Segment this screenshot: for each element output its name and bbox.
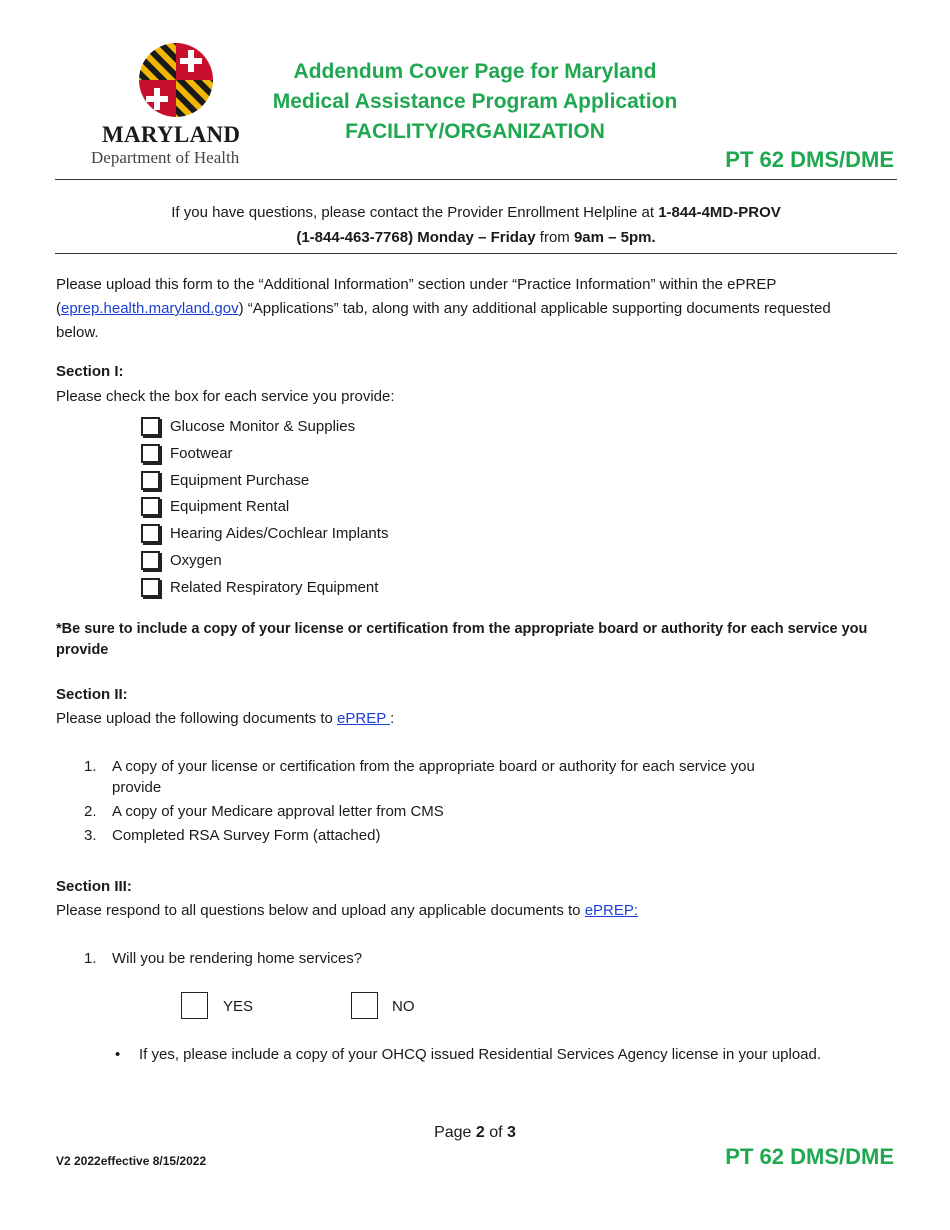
no-checkbox[interactable] [351,992,378,1019]
page-current: 2 [475,1124,485,1141]
logo-name: MARYLAND [102,122,241,147]
no-label: NO [392,998,415,1015]
checkbox-icon[interactable] [141,551,160,570]
yes-checkbox[interactable] [181,992,208,1019]
checkbox-icon[interactable] [141,444,160,463]
section-3-heading: Section III: [56,878,132,895]
service-checkbox-equipment-rental[interactable] [141,495,289,517]
checkbox-icon[interactable] [141,578,160,597]
form-code-footer: PT 62 DMS/DME [725,1144,894,1169]
contact-prefix: If you have questions, please contact the Provider Enrollment Helpline at [171,204,659,221]
bullet-icon: • [115,1046,121,1063]
doc-item-1-number: 1. [84,758,97,775]
intro-line-2 [56,300,831,317]
version-label: V2 2022effective 8/15/2022 [56,1154,207,1168]
section-3-instruction-text: Please respond to all questions below and upload any applicable documents to [56,902,585,919]
doc-item-1-line-1: A copy of your license or certification from the appropriate board or authority for each service you [112,758,755,775]
page-total: 3 [507,1124,516,1141]
title-line-2: Medical Assistance Program Application [272,90,678,113]
section-2-instruction-text: Please upload the following documents to [56,710,338,727]
service-label: Equipment Purchase [170,471,310,489]
doc-item-1-line-2: provide [112,779,162,796]
doc-item-3-line-1: Completed RSA Survey Form (attached) [112,827,381,844]
contact-line-1 [55,204,897,221]
intro-line-2-rest: ) “Applications” tab, along with any additional applicable supporting documents requested [238,300,831,317]
contact-line-2 [55,229,897,246]
question-1-text: Will you be rendering home services? [112,950,363,967]
section-2-heading: Section II: [56,686,128,703]
service-checkbox-hearing-aides[interactable] [141,522,388,544]
service-checkbox-glucose[interactable] [141,415,355,437]
title-line-3: FACILITY/ORGANIZATION [345,120,605,143]
intro-line-3: below. [56,324,99,341]
service-label: Hearing Aides/Cochlear Implants [170,524,389,542]
contact-hours: 9am – 5pm. [573,229,656,246]
doc-item-3-number: 3. [84,827,97,844]
license-note-line-1: *Be sure to include a copy of your license or certification from the appropriate board or authority for each service you [56,621,868,637]
service-label: Oxygen [170,551,222,569]
section-3-instruction [56,902,638,919]
section-1-heading: Section I: [56,363,124,380]
service-label: Glucose Monitor & Supplies [170,417,356,435]
service-label: Footwear [170,444,233,462]
checkbox-icon[interactable] [141,497,160,516]
checkbox-icon[interactable] [141,471,160,490]
yes-label: YES [223,998,254,1015]
eprep-link-section-3[interactable]: ePREP: [584,902,639,919]
checkbox-icon[interactable] [141,417,160,436]
service-checkbox-equipment-purchase[interactable] [141,469,309,491]
page-prefix: Page [434,1124,476,1141]
page-number [380,1124,570,1142]
question-1-number: 1. [84,950,97,967]
contact-divider [55,253,897,254]
section-2-colon: : [390,710,395,727]
contact-from: from [535,229,574,246]
helpline-number: 1-844-4MD-PROV [658,204,781,221]
intro-line-1: Please upload this form to the “Additional Information” section under “Practice Information” within the ePREP [56,276,777,293]
service-label: Related Respiratory Equipment [170,578,379,596]
license-note-line-2: provide [56,642,109,658]
maryland-flag-emblem-icon [138,42,214,118]
checkbox-icon[interactable] [141,524,160,543]
eprep-link-section-2[interactable]: ePREP [337,710,391,727]
bullet-note: If yes, please include a copy of your OHCQ issued Residential Services Agency license in your upload. [139,1046,822,1063]
header-divider [55,179,897,180]
logo-department: Department of Health [91,148,240,167]
form-code-header: PT 62 DMS/DME [725,147,894,172]
doc-item-2-number: 2. [84,803,97,820]
section-1-instruction: Please check the box for each service you provide: [56,388,395,405]
service-checkbox-respiratory[interactable] [141,576,378,598]
contact-phone: (1-844-463-7768) Monday – Friday [296,229,536,246]
section-2-instruction [56,710,394,727]
intro-paren: ( [56,300,61,317]
eprep-url-link[interactable]: eprep.health.maryland.gov [61,300,239,317]
doc-item-2-line-1: A copy of your Medicare approval letter from CMS [112,803,444,820]
page-of: of [484,1124,508,1141]
service-checkbox-oxygen[interactable] [141,549,222,571]
service-checkbox-footwear[interactable] [141,442,233,464]
title-line-1: Addendum Cover Page for Maryland [293,60,657,83]
service-label: Equipment Rental [170,497,290,515]
